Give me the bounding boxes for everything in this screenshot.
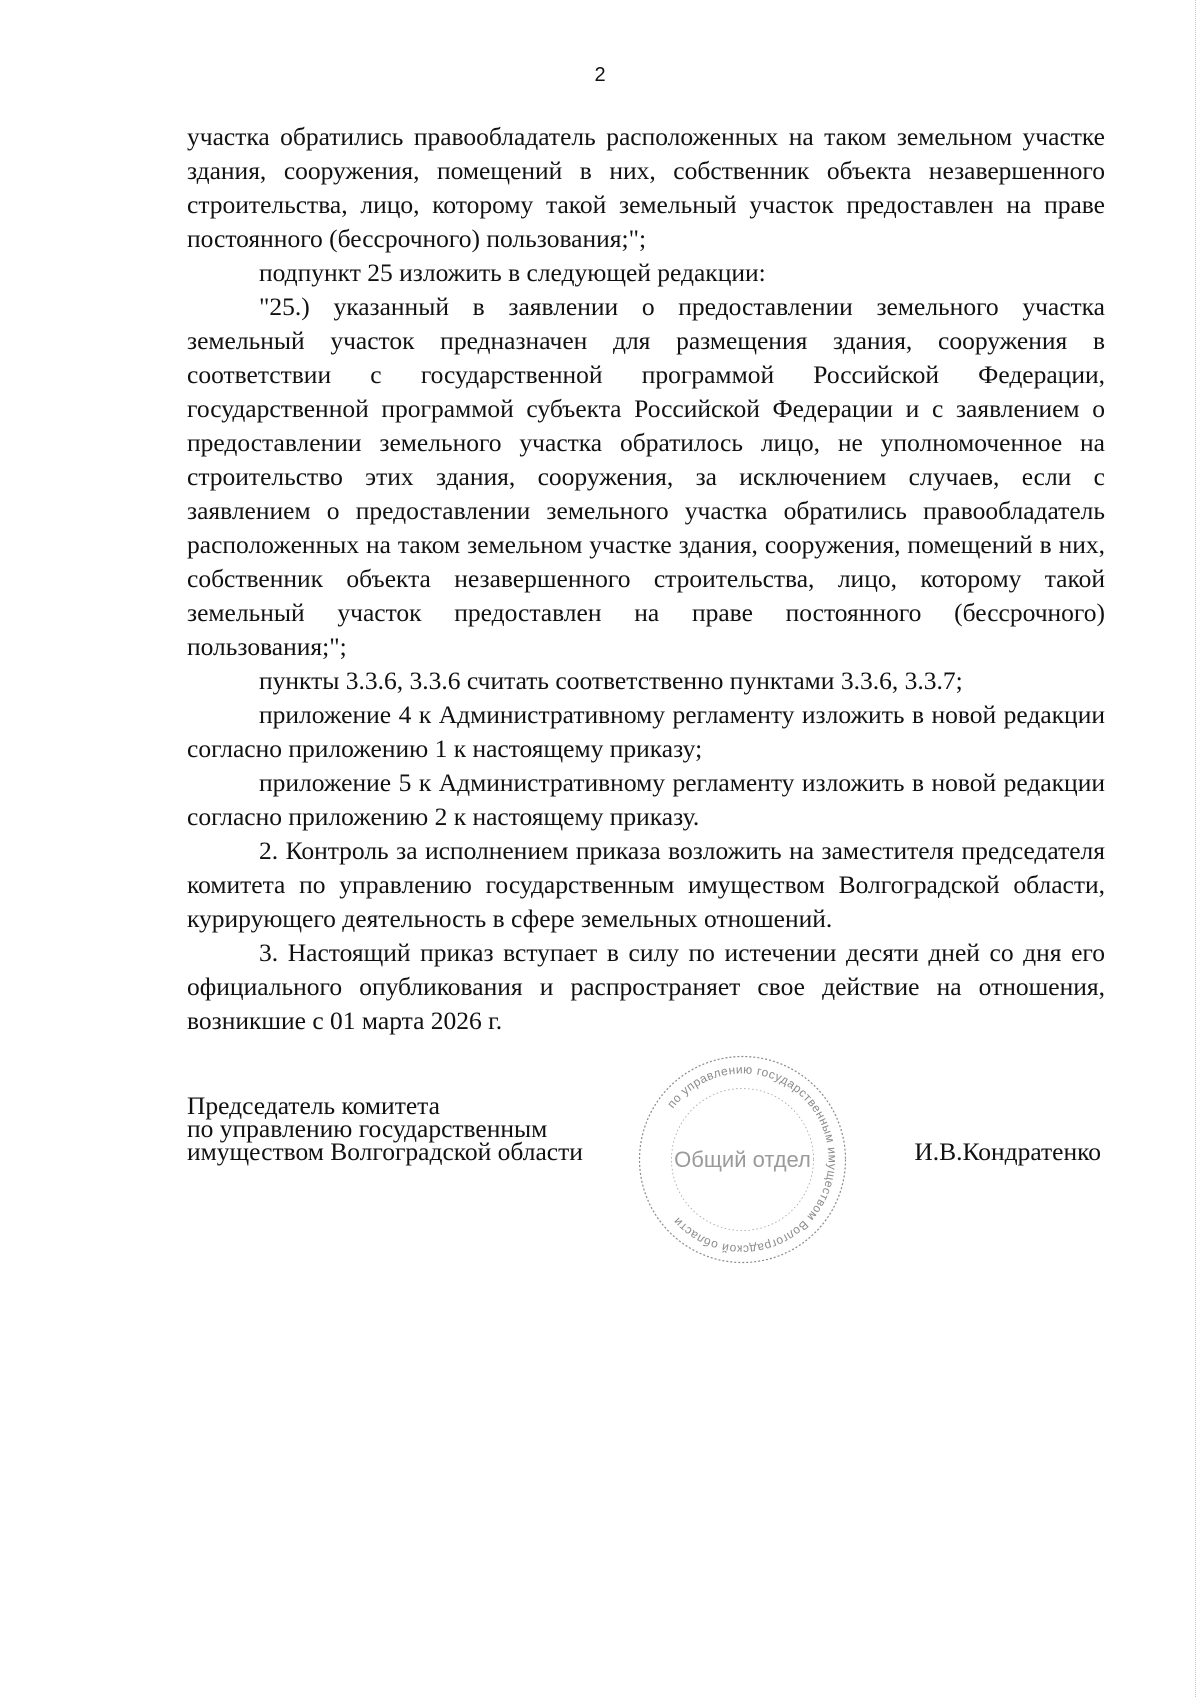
signatory-title (187, 1091, 583, 1166)
page-number: 2 (594, 64, 606, 86)
signatory-title-line: имуществом Волгоградской области (187, 1137, 583, 1166)
paragraph: участка обратились правообладатель расположенных на таком земельном участке здания, сооружения, помещений в них, собственник объекта незавершенного строительства, лицо, которому такой земельный участок предоставлен на праве постоянного (бессрочного) пользования;"; (187, 122, 1105, 253)
paragraph: "25.) указанный в заявлении о предоставлении земельного участка земельный участок предназначен для размещения здания, сооружения в соответствии с государственной программой Российской Федерации, государственной программой субъекта Российской Федерации и с заявлением о предоставлении земельного участка обратилось лицо, не уполномоченное на строительство этих здания, сооружения, за исключением случаев, если с заявлением о предоставлении земельного участка обратились правообладатель расположенных на таком земельном участке здания, сооружения, помещений в них, собственник объекта незавершенного строительства, лицо, которому такой земельный участок предоставлен на праве постоянного (бессрочного) пользования;"; (187, 292, 1105, 661)
paragraph: 3. Настоящий приказ вступает в силу по истечении десяти дней со дня его официального опубликования и распространяет свое действие на отношения, возникшие с 01 марта 2026 г. (187, 938, 1105, 1035)
paragraph: приложение 5 к Административному регламенту изложить в новой редакции согласно приложению 2 к настоящему приказу. (187, 768, 1105, 831)
stamp-center-text: Общий отдел (674, 1147, 811, 1172)
official-stamp (635, 1052, 850, 1267)
scan-edge-line (1194, 0, 1196, 1697)
paragraph: подпункт 25 изложить в следующей редакции: (259, 258, 766, 287)
stamp-outer-text: по управлению государственным имуществом Волгоградской области (664, 1062, 840, 1257)
signature-block (187, 1062, 1105, 1264)
paragraph: приложение 4 к Административному регламенту изложить в новой редакции согласно приложению 1 к настоящему приказу; (187, 700, 1105, 763)
signatory-title-line: по управлению государственным (187, 1114, 548, 1143)
document-body (187, 120, 1105, 1038)
paragraph: 2. Контроль за исполнением приказа возложить на заместителя председателя комитета по управлению государственным имуществом Волгоградской области, курирующего деятельность в сфере земельных отношений. (187, 836, 1105, 933)
signatory-title-line: Председатель комитета (187, 1091, 440, 1120)
signatory-name: И.В.Кондратенко (914, 1137, 1101, 1166)
paragraph: пункты 3.3.6, 3.3.6 считать соответственно пунктами 3.3.6, 3.3.7; (259, 666, 963, 695)
